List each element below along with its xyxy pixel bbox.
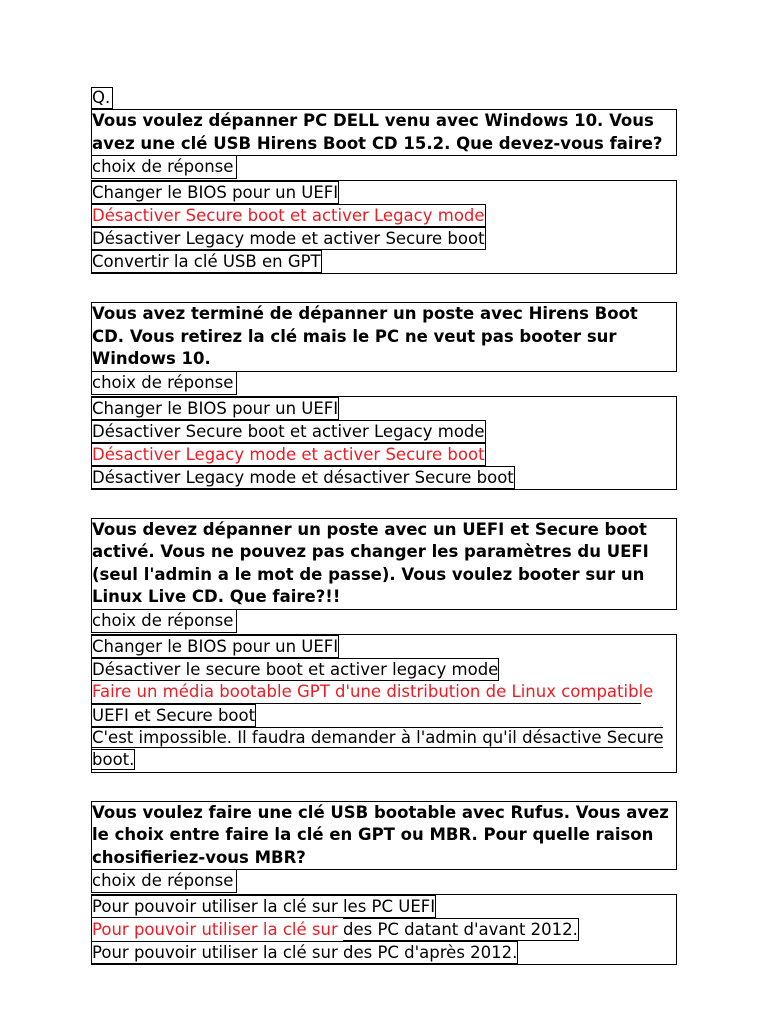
answer-text: Désactiver Legacy mode et activer Secure boot xyxy=(92,229,485,248)
choice-label: choix de réponse xyxy=(91,870,237,893)
answer-option[interactable] xyxy=(92,727,676,772)
answer-option-continuation[interactable] xyxy=(92,704,676,727)
answer-list xyxy=(91,894,677,965)
question-text: Vous voulez dépanner PC DELL venu avec Windows 10. Vous avez une clé USB Hirens Boot CD 15.2. Que devez-vous faire? xyxy=(91,109,677,156)
question-label: Q. xyxy=(91,87,113,109)
question-group-3 xyxy=(91,518,677,773)
answer-option[interactable] xyxy=(92,658,676,681)
answer-text: Changer le BIOS pour un UEFI xyxy=(92,398,339,418)
choice-label: choix de réponse xyxy=(91,372,237,395)
answer-option[interactable] xyxy=(92,227,676,250)
answer-list xyxy=(91,396,677,490)
answer-option[interactable] xyxy=(92,635,676,658)
answer-text: Convertir la clé USB en GPT xyxy=(92,252,321,271)
answer-text: des PC datant d'avant 2012. xyxy=(342,920,578,939)
answer-text: Désactiver Secure boot et activer Legacy mode xyxy=(92,421,485,441)
answer-text: Désactiver le secure boot et activer legacy mode xyxy=(92,659,499,679)
answer-text: Faire un média bootable GPT d'une distribution de Linux compatible xyxy=(92,681,641,704)
question-text: Vous devez dépanner un poste avec un UEFI et Secure boot activé. Vous ne pouvez pas changer les paramètres du UEFI (seul l'admin a le mot de passe). Vous voulez booter sur un Linux Live CD. Que faire?!! xyxy=(91,518,677,610)
answer-option-correct[interactable] xyxy=(92,204,676,227)
answer-text-highlight: Pour pouvoir utiliser la clé sur xyxy=(92,920,338,939)
answer-option[interactable] xyxy=(92,466,676,489)
question-text: Vous avez terminé de dépanner un poste avec Hirens Boot CD. Vous retirez la clé mais le PC ne veut pas booter sur Windows 10. xyxy=(91,302,677,372)
answer-option[interactable] xyxy=(92,895,676,918)
answer-option-correct[interactable] xyxy=(92,681,676,704)
answer-option-correct[interactable] xyxy=(92,443,676,466)
answer-option[interactable] xyxy=(92,250,676,273)
answer-text: Désactiver Legacy mode et activer Secure boot xyxy=(92,444,485,464)
answer-text: UEFI et Secure boot xyxy=(92,705,256,725)
answer-option[interactable] xyxy=(92,397,676,420)
question-group-2 xyxy=(91,302,677,490)
answer-text: Changer le BIOS pour un UEFI xyxy=(92,636,339,656)
question-group-1 xyxy=(91,109,677,274)
answer-list xyxy=(91,180,677,274)
answer-option[interactable] xyxy=(92,181,676,204)
answer-text: Pour pouvoir utiliser la clé sur des PC d'après 2012. xyxy=(92,943,518,962)
choice-label: choix de réponse xyxy=(91,156,237,179)
choice-label: choix de réponse xyxy=(91,610,237,633)
question-text: Vous voulez faire une clé USB bootable avec Rufus. Vous avez le choix entre faire la clé en GPT ou MBR. Pour quelle raison chosifieriez-vous MBR? xyxy=(91,801,677,871)
answer-option-correct[interactable] xyxy=(92,918,676,941)
answer-text: Désactiver Legacy mode et désactiver Secure boot xyxy=(92,467,514,487)
answer-text: C'est impossible. Il faudra demander à l'admin qu'il désactive Secure boot. xyxy=(92,727,664,769)
answer-text: Désactiver Secure boot et activer Legacy mode xyxy=(92,206,485,225)
quiz-document xyxy=(91,87,677,993)
answer-list xyxy=(91,634,677,773)
answer-text: Pour pouvoir utiliser la clé sur les PC UEFI xyxy=(92,897,436,916)
answer-text: Changer le BIOS pour un UEFI xyxy=(92,183,339,202)
question-group-4 xyxy=(91,801,677,966)
answer-option[interactable] xyxy=(92,420,676,443)
answer-option[interactable] xyxy=(92,941,676,964)
